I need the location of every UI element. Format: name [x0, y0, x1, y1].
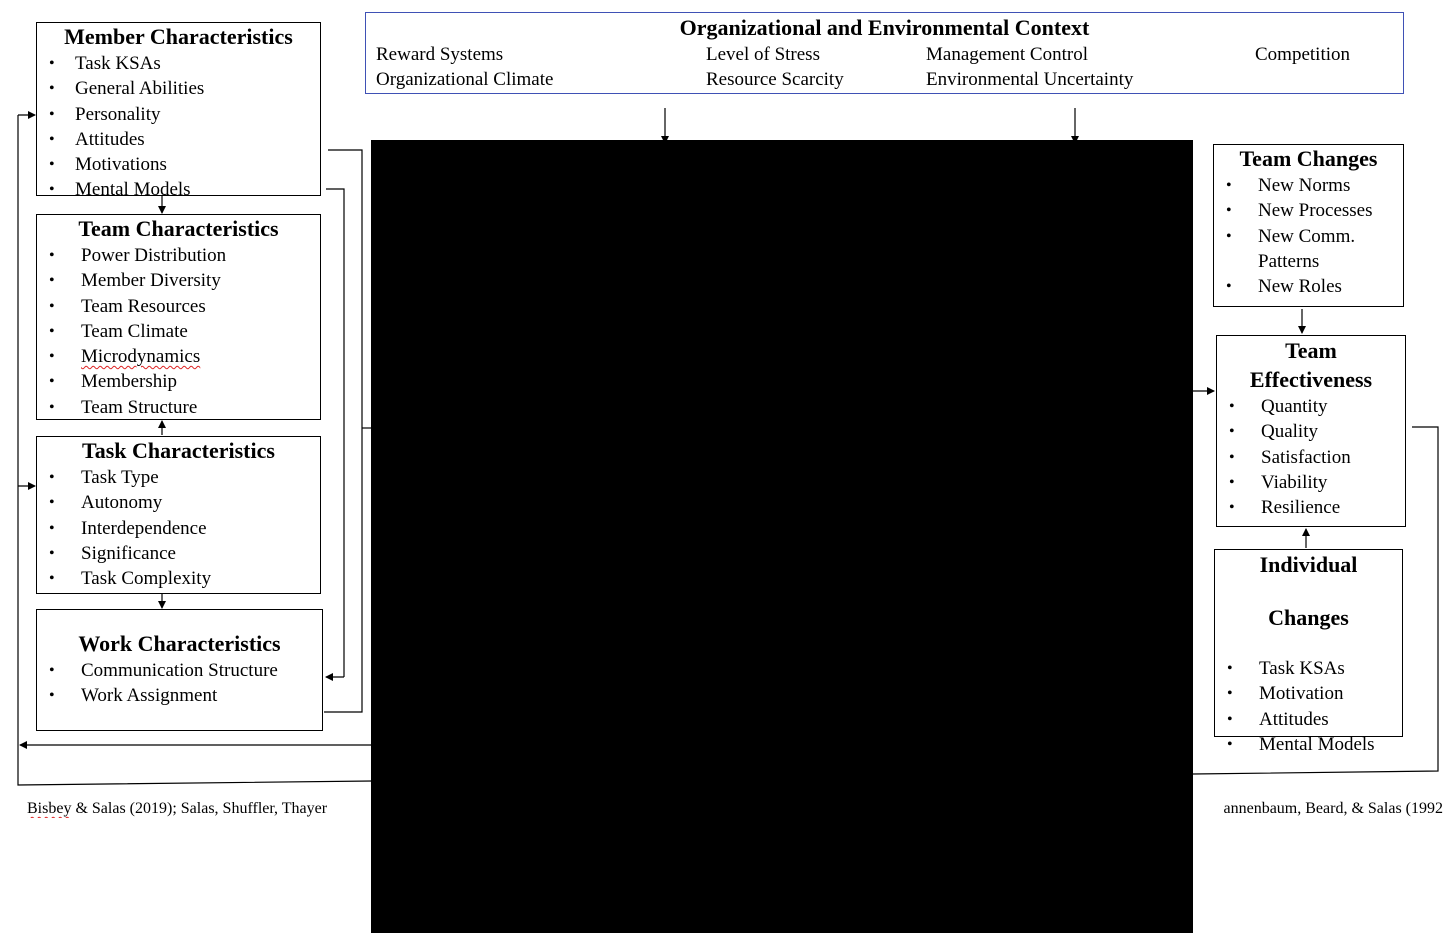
input-bracket	[324, 150, 362, 712]
team-effectiveness-title-line2: Effectiveness	[1249, 367, 1373, 392]
individual-changes-item: • Attitudes	[1215, 707, 1402, 732]
context-item-organizational-climate: Organizational Climate	[376, 69, 554, 90]
team-effectiveness-item: • Satisfaction	[1217, 445, 1405, 470]
team-changes-item-continuation	[1214, 249, 1403, 274]
context-item-management-control: Management Control	[926, 44, 1088, 65]
context-item-resource-scarcity: Resource Scarcity	[706, 69, 844, 90]
team-changes-item: • New Processes	[1214, 198, 1403, 223]
team-item: • Team Structure	[37, 395, 320, 420]
team-changes-box	[1213, 144, 1404, 307]
context-box	[365, 12, 1404, 94]
task-characteristics-box	[36, 436, 321, 594]
task-item: • Significance	[37, 541, 320, 566]
work-item: • Work Assignment	[37, 683, 322, 708]
context-title: Organizational and Environmental Context	[679, 15, 1090, 40]
individual-changes-title-line1: Individual	[1259, 552, 1358, 577]
team-effectiveness-title-line1: Team	[1285, 338, 1337, 363]
individual-changes-title-line2: Changes	[1268, 605, 1349, 630]
team-characteristics-box	[36, 214, 321, 420]
citation-prefix: Bisbey	[27, 800, 72, 817]
member-item: • Attitudes	[37, 127, 320, 152]
context-item-competition: Competition	[1255, 44, 1350, 65]
context-item-level-of-stress: Level of Stress	[706, 44, 820, 65]
member-characteristics-box	[36, 22, 321, 201]
redacted-region	[371, 140, 1193, 933]
team-changes-item: • New Roles	[1214, 274, 1403, 299]
team-effectiveness-item: • Viability	[1217, 470, 1405, 495]
individual-changes-item: • Mental Models	[1215, 732, 1402, 757]
team-effectiveness-item: • Quantity	[1217, 394, 1405, 419]
member-item: • Task KSAs	[37, 51, 320, 76]
task-item: • Autonomy	[37, 490, 320, 515]
work-characteristics-box	[36, 609, 323, 731]
individual-changes-item: • Task KSAs	[1215, 656, 1402, 681]
team-changes-patterns: Patterns	[1258, 250, 1320, 272]
work-item: • Communication Structure	[37, 658, 322, 683]
team-item: • Power Distribution	[37, 243, 320, 268]
team-changes-item: • New Norms	[1214, 173, 1403, 198]
context-item-environmental-uncertainty: Environmental Uncertainty	[926, 69, 1134, 90]
team-item: • Member Diversity	[37, 268, 320, 293]
team-effectiveness-item: • Quality	[1217, 419, 1405, 444]
task-item: • Task Type	[37, 465, 320, 490]
context-item-reward-systems: Reward Systems	[376, 44, 504, 65]
team-characteristics-title: Team Characteristics	[78, 216, 279, 241]
team-changes-item: • New Comm.	[1214, 224, 1403, 249]
team-effectiveness-item: • Resilience	[1217, 495, 1405, 520]
task-item: • Interdependence	[37, 516, 320, 541]
team-item	[37, 344, 320, 369]
task-item: • Task Complexity	[37, 566, 320, 591]
individual-changes-box	[1214, 549, 1403, 755]
team-effectiveness-box	[1216, 335, 1406, 527]
team-changes-title: Team Changes	[1239, 146, 1378, 171]
team-item: • Team Resources	[37, 294, 320, 319]
member-item: • Mental Models	[37, 177, 320, 202]
team-item-microdynamics: Microdynamics	[81, 346, 201, 368]
citation-left: & Salas (2019); Salas, Shuffler, Thayer	[71, 800, 328, 817]
member-item: • Personality	[37, 102, 320, 127]
member-to-work-bracket	[326, 189, 344, 677]
individual-changes-item: • Motivation	[1215, 681, 1402, 706]
team-item: • Membership	[37, 369, 320, 394]
member-item: • General Abilities	[37, 76, 320, 101]
work-characteristics-title: Work Characteristics	[78, 631, 281, 656]
member-item: • Motivations	[37, 152, 320, 177]
citation-right: annenbaum, Beard, & Salas (1992	[1223, 800, 1443, 817]
member-characteristics-title: Member Characteristics	[64, 24, 293, 49]
task-characteristics-title: Task Characteristics	[82, 438, 275, 463]
team-item: • Team Climate	[37, 319, 320, 344]
